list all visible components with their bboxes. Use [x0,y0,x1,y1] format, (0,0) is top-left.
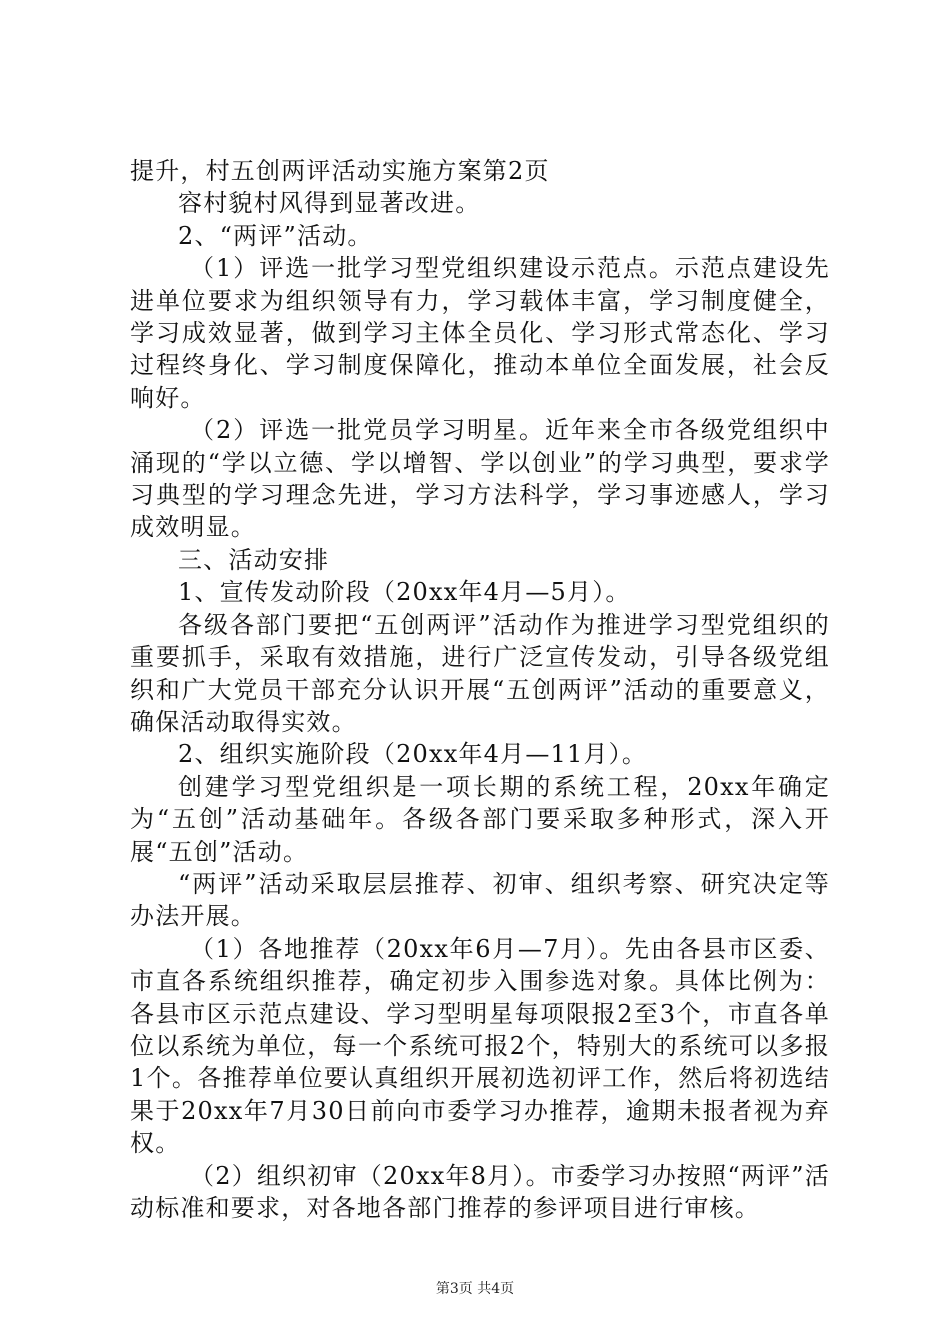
paragraph: （1）评选一批学习型党组织建设示范点。示范点建设先进单位要求为组织领导有力，学习载体丰富，学习制度健全，学习成效显著，做到学习主体全员化、学习形式常态化、学习过程终身化、学习制度保障化，推动本单位全面发展，社会反响好。 [130,254,830,412]
section-heading: 三、活动安排 [178,545,330,574]
document-body [130,155,830,1224]
paragraph: （2）评选一批党员学习明星。近年来全市各级党组织中涌现的“学以立德、学以增智、学以创业”的学习典型，要求学习典型的学习理念先进，学习方法科学，学习事迹感人，学习成效明显。 [130,416,830,542]
section-heading: 1、宣传发动阶段（20xx年4月—5月）。 [178,578,631,607]
paragraph: “两评”活动采取层层推荐、初审、组织考察、研究决定等办法开展。 [130,869,830,931]
paragraph: （2）组织初审（20xx年8月）。市委学习办按照“两评”活动标准和要求，对各地各部门推荐的参评项目进行审核。 [130,1161,830,1222]
paragraph: 提升，村五创两评活动实施方案第2页 [130,157,550,185]
paragraph: 各级各部门要把“五创两评”活动作为推进学习型党组织的重要抓手，采取有效措施，进行广泛宣传发动，引导各级党组织和广大党员干部充分认识开展“五创两评”活动的重要意义，确保活动取得实效。 [130,610,830,736]
page-number-footer: 第3页 共4页 [435,1281,515,1297]
section-heading: 2、组织实施阶段（20xx年4月—11月）。 [178,740,648,769]
paragraph: 容村貌村风得到显著改进。 [178,189,481,218]
section-heading: 2、“两评”活动。 [178,221,373,250]
paragraph: （1）各地推荐（20xx年6月—7月）。先由各县市区委、市直各系统组织推荐，确定初步入围参选对象。具体比例为：各县市区示范点建设、学习型明星每项限报2至3个，市直各单位以系统为单位，每一个系统可报2个，特别大的系统可以多报1个。各推荐单位要认真组织开展初选初评工作，然后将初选结果于20xx年7月30日前向市委学习办推荐，逾期未报者视为弃权。 [130,934,830,1158]
paragraph: 创建学习型党组织是一项长期的系统工程，20xx年确定为“五创”活动基础年。各级各部门要采取多种形式，深入开展“五创”活动。 [130,772,830,866]
